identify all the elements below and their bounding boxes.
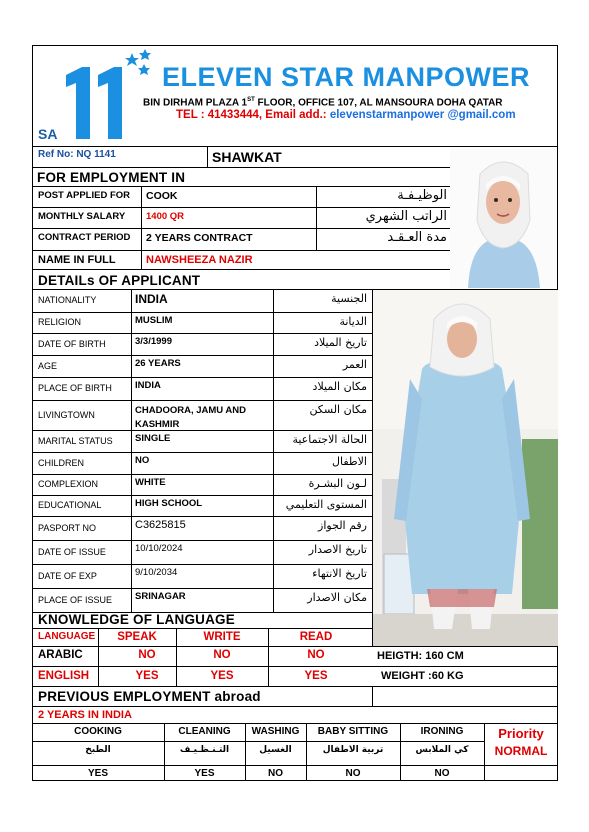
divider (32, 516, 372, 517)
divider (372, 289, 373, 646)
address-sup: ST (247, 97, 255, 103)
priority-value: NORMAL (494, 744, 548, 758)
divider (32, 474, 372, 475)
detail-value: CHADOORA, JAMU AND KASHMIR (135, 405, 247, 430)
lang-name: ARABIC (38, 649, 83, 661)
detail-label: LIVINGTOWN (38, 409, 95, 420)
divider (32, 355, 372, 356)
divider (32, 146, 558, 147)
detail-label: PLACE OF BIRTH (38, 383, 112, 393)
address-text: BIN DIRHAM PLAZA 1 (143, 97, 248, 109)
divider (372, 686, 373, 706)
detail-label: EDUCATIONAL (38, 500, 102, 510)
divider (32, 540, 372, 541)
previous-years: 2 YEARS IN INDIA (38, 709, 132, 721)
detail-arabic: العمر (342, 358, 367, 371)
divider (32, 186, 450, 187)
divider (32, 333, 372, 334)
detail-label: DATE OF BIRTH (38, 338, 106, 349)
previous-heading: PREVIOUS EMPLOYMENT abroad (38, 689, 261, 704)
detail-value: 3/3/1999 (135, 336, 172, 347)
detail-arabic: تاريخ الانتهاء (312, 567, 367, 580)
detail-value: 10/10/2024 (135, 543, 183, 554)
detail-label: MARITAL STATUS (38, 435, 113, 446)
divider (32, 765, 558, 766)
skill-value: NO (434, 768, 450, 779)
priority-label: Priority (498, 726, 544, 741)
divider (32, 250, 450, 251)
divider (32, 686, 558, 687)
detail-label: NATIONALITY (38, 295, 97, 305)
divider (32, 646, 558, 647)
employment-arabic: الوظيـفـة (397, 188, 447, 203)
star-icon (139, 49, 151, 60)
detail-value: INDIA (135, 292, 168, 306)
divider (32, 269, 450, 270)
lang-col-read: READ (299, 631, 333, 643)
lang-speak: NO (138, 649, 156, 661)
detail-value: 26 YEARS (135, 358, 181, 369)
star-icon (125, 53, 139, 66)
employment-value: COOK (146, 190, 178, 202)
divider (32, 495, 372, 496)
employment-arabic: الراتب الشهري (365, 209, 447, 224)
detail-value: 9/10/2034 (135, 567, 178, 578)
divider (32, 228, 450, 229)
detail-label: COMPLEXION (38, 479, 99, 489)
company-contact (176, 110, 516, 122)
address-text-rest: FLOOR, OFFICE 107, AL MANSOURA DOHA QATAR (254, 97, 503, 109)
detail-value: SRINAGAR (135, 591, 186, 602)
lang-write: YES (210, 670, 234, 682)
star-icon (138, 64, 150, 75)
detail-arabic: مكان الاصدار (307, 591, 367, 604)
detail-label: RELIGION (38, 317, 82, 327)
skill-name: BABY SITTING (317, 726, 389, 737)
ref-number: Ref No: NQ 1141 (38, 149, 116, 160)
divider (32, 167, 450, 168)
contact-email[interactable]: elevenstarmanpower @gmail.com (329, 109, 516, 121)
divider (32, 289, 558, 290)
divider (32, 628, 372, 629)
skill-name: COOKING (74, 726, 122, 737)
detail-arabic: تاريخ الميلاد (314, 336, 367, 349)
lang-speak: YES (135, 670, 159, 682)
detail-value: C3625815 (135, 519, 186, 531)
lang-name: ENGLISH (38, 670, 90, 682)
full-body-photo (372, 289, 558, 646)
employment-value: 1400 QR (146, 211, 185, 222)
company-address (143, 97, 503, 108)
detail-arabic: الديانة (339, 315, 367, 328)
lang-col-language: LANGUAGE (38, 631, 96, 642)
divider (32, 207, 450, 208)
employment-arabic: مدة العـقـد (387, 230, 447, 245)
company-name: ELEVEN STAR MANPOWER (162, 62, 531, 92)
divider (32, 452, 372, 453)
detail-value: MUSLIM (135, 315, 173, 326)
divider (316, 186, 317, 250)
language-heading: KNOWLEDGE OF LANGUAGE (38, 612, 235, 627)
detail-arabic: مكان السكن (309, 403, 367, 416)
logo-letters: SA (38, 126, 58, 142)
detail-arabic: الحالة الاجتماعية (292, 433, 367, 446)
detail-arabic: الاطفال (332, 455, 367, 468)
lang-col-speak: SPEAK (117, 631, 157, 643)
contact-phone: TEL : 41433444, Email add.: (176, 109, 330, 121)
detail-value: HIGH SCHOOL (135, 498, 203, 509)
skill-value: NO (268, 768, 283, 779)
detail-arabic: لـون البشـرة (308, 477, 367, 490)
skill-name: WASHING (251, 726, 300, 737)
skill-name: IRONING (420, 726, 464, 737)
divider (32, 723, 558, 724)
employment-label: CONTRACT PERIOD (38, 232, 131, 243)
divider (32, 564, 372, 565)
employment-heading: FOR EMPLOYMENT IN (37, 170, 186, 185)
divider (32, 588, 372, 589)
detail-arabic: مكان الميلاد (312, 380, 367, 393)
detail-value: SINGLE (135, 433, 171, 444)
divider (32, 312, 372, 313)
divider (32, 666, 558, 667)
name-in-full-label: NAME IN FULL (38, 254, 116, 266)
detail-arabic: المستوى التعليمي (285, 498, 367, 511)
lang-write: NO (213, 649, 231, 661)
employment-label: MONTHLY SALARY (38, 211, 126, 222)
portrait-photo (450, 148, 557, 288)
divider (32, 430, 372, 431)
employment-label: POST APPLIED FOR (38, 190, 131, 201)
detail-label: DATE OF ISSUE (38, 546, 106, 557)
name-in-full-value: NAWSHEEZA NAZIR (146, 254, 253, 266)
skill-name: CLEANING (178, 726, 231, 737)
skill-arabic: الغسيل (259, 745, 292, 755)
weight: WEIGHT :60 KG (381, 670, 464, 682)
height: HEIGTH: 160 CM (377, 650, 464, 662)
skill-arabic: كي الملابس (415, 745, 469, 755)
lang-read: YES (304, 670, 328, 682)
detail-label: DATE OF EXP (38, 570, 97, 581)
divider (32, 741, 484, 742)
divider (141, 186, 142, 250)
detail-label: CHILDREN (38, 457, 85, 468)
lang-read: NO (307, 649, 325, 661)
skill-value: NO (345, 768, 361, 779)
employment-value: 2 YEARS CONTRACT (146, 232, 253, 244)
detail-label: PLACE OF ISSUE (38, 594, 113, 605)
skill-arabic: التـنـظـيـف (179, 745, 230, 755)
skill-arabic: الطبخ (85, 745, 111, 755)
divider (32, 706, 558, 707)
divider (32, 400, 372, 401)
detail-value: INDIA (135, 380, 161, 391)
divider (32, 377, 372, 378)
detail-arabic: تاريخ الاصدار (308, 543, 367, 556)
applicant-short-name: SHAWKAT (212, 149, 282, 165)
divider (141, 250, 142, 269)
divider (207, 147, 208, 167)
detail-arabic: الجنسية (331, 292, 367, 305)
skill-arabic: تربية الاطفال (322, 745, 384, 755)
skill-value: YES (87, 768, 108, 779)
detail-label: PASPORT NO (38, 522, 97, 533)
skill-value: YES (194, 768, 215, 779)
detail-arabic: رقم الجواز (318, 519, 367, 532)
detail-label: AGE (38, 360, 58, 371)
lang-col-write: WRITE (203, 631, 241, 643)
details-heading: DETAILs OF APPLICANT (38, 273, 201, 288)
detail-value: NO (135, 455, 150, 466)
detail-value: WHITE (135, 477, 166, 488)
company-logo (36, 47, 156, 143)
